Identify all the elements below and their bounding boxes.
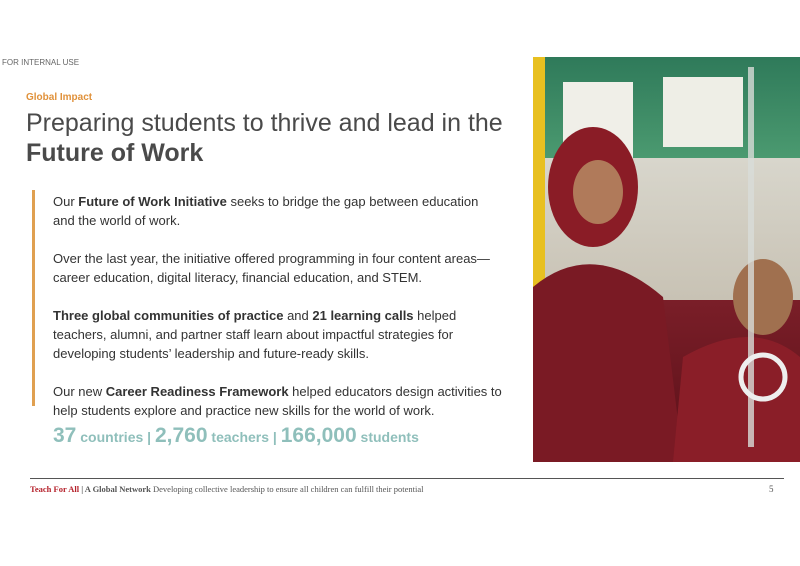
internal-use-label: FOR INTERNAL USE — [2, 58, 80, 67]
text: Our — [53, 194, 79, 209]
bold-text: Future of Work Initiative — [78, 194, 227, 209]
text: Our new — [53, 384, 106, 399]
students-lab-photo — [533, 57, 800, 462]
paragraph-1 — [53, 192, 503, 230]
text: and — [283, 308, 313, 323]
stat-value: 166,000 — [280, 424, 357, 447]
text: seeks to bridge the gap between education and the world of work. — [53, 194, 479, 228]
stat-value: 2,760 — [154, 424, 208, 447]
photo-illustration — [533, 57, 800, 462]
bold-text: Career Readiness Framework — [105, 384, 289, 399]
accent-bar — [32, 190, 35, 406]
stats-line — [53, 424, 419, 448]
footer — [30, 484, 424, 494]
page-number: 5 — [769, 484, 774, 494]
stat-value: 37 — [53, 424, 77, 447]
stat-label: countries — [76, 429, 144, 445]
tagline: Developing collective leadership to ensure all children can fulfill their potential — [153, 484, 424, 494]
body-text — [53, 192, 503, 439]
network-label: | A Global Network — [79, 484, 154, 494]
bold-text: 21 learning calls — [312, 308, 414, 323]
brand-name: Teach For All — [30, 484, 80, 494]
paragraph-3 — [53, 306, 503, 363]
footer-rule — [30, 478, 784, 479]
paragraph-4 — [53, 382, 503, 420]
stat-label: teachers — [207, 429, 270, 445]
page-title — [26, 108, 516, 168]
paragraph-2: Over the last year, the initiative offered programming in four content areas—career education, digital literacy, financial education, and STEM. — [53, 251, 490, 285]
section-kicker: Global Impact — [26, 92, 93, 103]
text: helped educators design activities to help students explore and practice new skills for the world of work. — [53, 384, 502, 418]
text: helped teachers, alumni, and partner staff learn about impactful strategies for developing students’ leadership and future-ready skills. — [53, 308, 457, 361]
bold-text: Three global communities of practice — [53, 308, 284, 323]
title-plain: Preparing students to thrive and lead in the — [26, 109, 503, 137]
title-bold: Future of Work — [26, 139, 204, 167]
separator: | — [143, 429, 155, 445]
separator: | — [269, 429, 281, 445]
stat-label: students — [356, 429, 419, 445]
